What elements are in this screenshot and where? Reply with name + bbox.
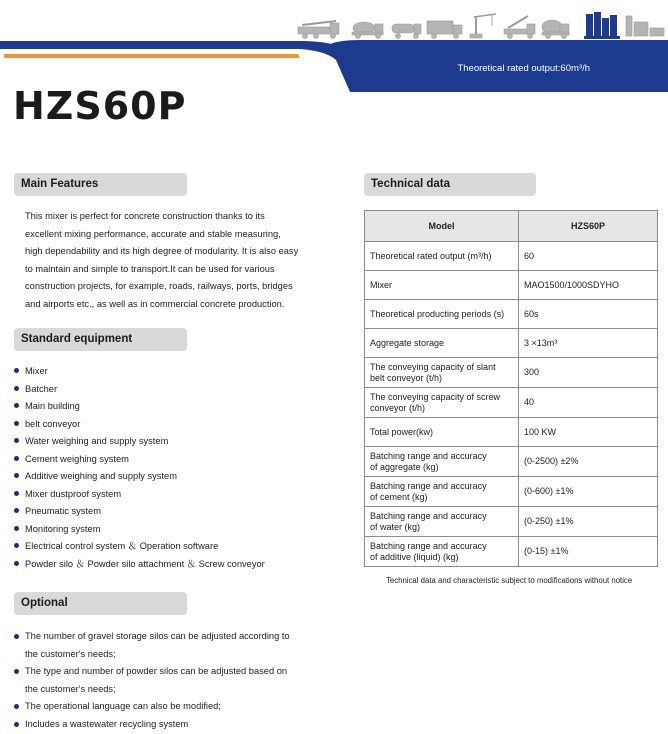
main-features-line: and airports etc., as well as in commercial concrete production. (25, 298, 285, 309)
row-value: MAO1500/1000SDYHO (519, 271, 658, 300)
model-title: HZS60P (13, 84, 187, 128)
main-features-heading: Main Features (14, 173, 187, 196)
table-row (365, 507, 658, 537)
row-label-line: Theoretical rated output (m³/h) (370, 250, 492, 261)
row-label-line: of cement (kg) (370, 491, 428, 502)
row-label-line: Batching range and accuracy (370, 451, 487, 461)
tanker-truck-icon (392, 24, 421, 39)
list-item (14, 417, 314, 435)
row-label (365, 329, 519, 358)
header-vehicle-icons (296, 10, 668, 42)
list-item (14, 452, 314, 470)
list-item-label: Cement weighing system (25, 453, 129, 464)
table-row (365, 271, 658, 300)
list-item (14, 663, 314, 698)
list-item-label: Mixer (25, 366, 48, 376)
cargo-truck-icon (427, 21, 462, 39)
list-item-label: the customer's needs; (25, 648, 116, 659)
list-item-label: Includes a wastewater recycling system (25, 718, 189, 729)
header-model-value: HZS60P (519, 211, 658, 242)
row-value: (0-2500) ±2% (519, 447, 658, 477)
row-label (365, 447, 519, 477)
list-item (14, 539, 314, 557)
bullet-icon (14, 634, 19, 639)
list-item (14, 469, 314, 487)
row-value: 40 (519, 388, 658, 418)
list-item (14, 382, 314, 400)
list-item (14, 522, 314, 540)
bullet-icon (14, 722, 19, 727)
row-label (365, 388, 519, 418)
row-label-line: The conveying capacity of screw (370, 392, 501, 402)
row-value: (0-15) ±1% (519, 537, 658, 567)
bullet-icon (14, 543, 19, 548)
bullet-icon (14, 491, 19, 496)
bullet-icon (14, 368, 19, 373)
row-label (365, 418, 519, 447)
row-label (365, 271, 519, 300)
bullet-icon (14, 473, 19, 478)
mixer-truck-icon (352, 22, 383, 39)
list-item-label: Monitoring system (25, 523, 101, 534)
batching-plant-icon (584, 12, 620, 39)
table-row (365, 388, 658, 418)
row-label (365, 242, 519, 271)
row-value: 100 KW (519, 418, 658, 447)
row-value: 60 (519, 242, 658, 271)
mixer-drum-truck-icon (542, 20, 569, 39)
list-item-label: Additive weighing and supply system (25, 471, 177, 481)
row-label-line: of water (kg) (370, 521, 421, 532)
row-value: (0-250) ±1% (519, 507, 658, 537)
list-item-label: Pneumatic system (25, 506, 101, 516)
row-label-line: Mixer (370, 279, 392, 290)
optional-list (14, 628, 314, 734)
row-label-line: Aggregate storage (370, 337, 445, 348)
bullet-icon (14, 561, 19, 566)
row-label-line: Theoretical producting periods (s) (370, 308, 505, 319)
bullet-icon (14, 386, 19, 391)
list-item-label: Main building (25, 401, 80, 411)
list-item-label: The number of gravel storage silos can be adjusted according to (25, 631, 290, 641)
list-item-label: Water weighing and supply system (25, 436, 169, 446)
rated-output-label: Theoretical rated output:60m³/h (457, 63, 590, 74)
main-features-line: to maintain and simple to transport.It can be used for various (25, 263, 275, 274)
standard-equipment-list (14, 364, 314, 574)
technical-data-heading: Technical data (364, 173, 536, 196)
crane-icon (470, 14, 496, 38)
row-label-line: of aggregate (kg) (370, 461, 439, 472)
main-features-line: excellent mixing performance, accurate and stable measuring, (25, 228, 281, 239)
bullet-icon (14, 669, 19, 674)
list-item-label: belt conveyor (25, 418, 81, 429)
row-label (365, 507, 519, 537)
bullet-icon (14, 438, 19, 443)
list-item-label: The operational language can also be modified; (25, 701, 221, 712)
bullet-icon (14, 421, 19, 426)
list-item (14, 399, 314, 417)
disclaimer-text: Technical data and characteristic subject to modifications without notice (386, 576, 633, 585)
list-item-label: Mixer dustproof system (25, 488, 122, 499)
list-item (14, 716, 314, 734)
row-label-line: The conveying capacity of slant (370, 362, 496, 372)
list-item-label: Batcher (25, 383, 58, 394)
table-row (365, 329, 658, 358)
list-item (14, 557, 314, 575)
optional-heading: Optional (14, 592, 187, 615)
main-features-line: construction projects, for example, roads, railways, ports, bridges (25, 281, 293, 292)
row-value: 300 (519, 358, 658, 388)
crane-truck-icon (504, 16, 535, 39)
row-label (365, 537, 519, 567)
row-value: 60s (519, 300, 658, 329)
bullet-icon (14, 456, 19, 461)
table-row (365, 300, 658, 329)
row-label (365, 477, 519, 507)
bullet-icon (14, 508, 19, 513)
header-model: Model (365, 211, 519, 242)
row-label (365, 358, 519, 388)
technical-data-table (364, 210, 658, 567)
table-header-row (365, 211, 658, 242)
main-features-line: high dependability and its high degree of modularity. It is also easy (25, 246, 299, 257)
list-item (14, 487, 314, 505)
list-item (14, 698, 314, 716)
bullet-icon (14, 704, 19, 709)
bullet-icon (14, 403, 19, 408)
list-item (14, 364, 314, 382)
row-label-line: Batching range and accuracy (370, 541, 487, 551)
list-item (14, 628, 314, 663)
silo-icon (626, 16, 664, 36)
row-label (365, 300, 519, 329)
row-label-line: of additive (liquid) (kg) (370, 551, 459, 562)
pump-truck-icon (298, 21, 339, 39)
bullet-icon (14, 526, 19, 531)
row-label-line: Batching range and accuracy (370, 481, 487, 491)
table-row (365, 447, 658, 477)
list-item-label: the customer's needs; (25, 683, 116, 694)
table-row (365, 418, 658, 447)
list-item (14, 504, 314, 522)
list-item-label: The type and number of powder silos can be adjusted based on (25, 666, 288, 677)
list-item-label: Electrical control system ＆ Operation software (25, 541, 219, 551)
table-row (365, 537, 658, 567)
row-value: 3 ×13m³ (519, 329, 658, 358)
row-label-line: Batching range and accuracy (370, 511, 487, 521)
main-features-line: This mixer is perfect for concrete construction thanks to its (25, 211, 265, 221)
main-features-text (25, 208, 323, 314)
table-row (365, 358, 658, 388)
row-label-line: Total power(kw) (370, 426, 434, 437)
row-label-line: belt conveyor (t/h) (370, 372, 443, 383)
list-item (14, 434, 314, 452)
row-label-line: conveyor (t/h) (370, 402, 426, 413)
table-row (365, 242, 658, 271)
list-item-label: Powder silo ＆ Powder silo attachment ＆ Screw conveyor (25, 558, 265, 569)
standard-equipment-heading: Standard equipment (14, 328, 187, 351)
row-value: (0-600) ±1% (519, 477, 658, 507)
table-row (365, 477, 658, 507)
